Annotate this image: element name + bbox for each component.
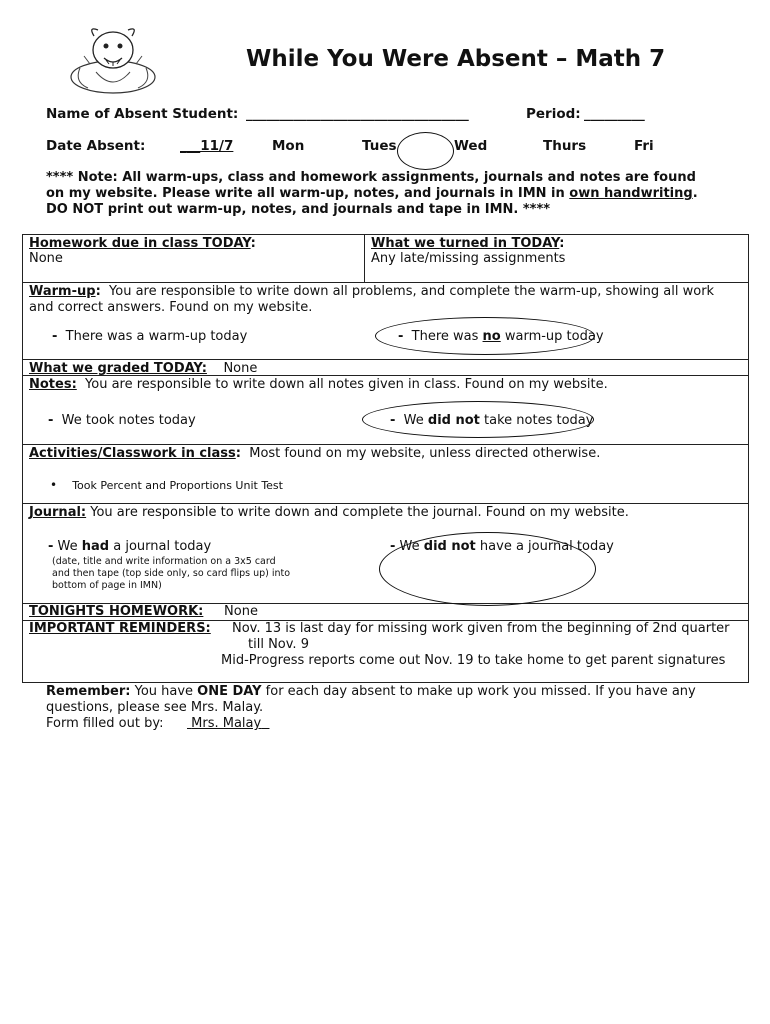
name-blank: _________________________________ xyxy=(246,106,469,122)
tonight-homework-row: TONIGHTS HOMEWORK: None xyxy=(29,604,258,619)
circle-no-notes xyxy=(362,401,594,438)
notes-text: Notes: You are responsible to write down all notes given in class. Found on my website. xyxy=(29,377,608,392)
date-value: ___11/7 xyxy=(180,138,234,154)
period-label: Period: xyxy=(526,106,581,122)
turned-in-label: What we turned in TODAY: xyxy=(371,236,565,251)
name-label: Name of Absent Student: xyxy=(46,106,239,122)
day-mon: Mon xyxy=(272,138,305,154)
reminder-2: Mid-Progress reports come out Nov. 19 to take home to get parent signatures xyxy=(221,653,726,668)
reminder-1b: till Nov. 9 xyxy=(248,637,309,652)
journal-sub-3: bottom of page in IMN) xyxy=(52,580,162,591)
warmup-text-2: and correct answers. Found on my website. xyxy=(29,300,313,315)
journal-text: Journal: You are responsible to write down and complete the journal. Found on my website. xyxy=(29,505,629,520)
form-filled-label: Form filled out by: xyxy=(46,716,164,731)
notes-option-no: - We did not take notes today xyxy=(390,413,594,428)
note-line-3: DO NOT print out warm-up, notes, and journals and tape in IMN. **** xyxy=(46,202,551,217)
date-label: Date Absent: xyxy=(46,138,146,154)
warmup-option-yes: - There was a warm-up today xyxy=(52,329,248,344)
homework-due-value: None xyxy=(29,251,63,266)
activities-text: Activities/Classwork in class: Most found on my website, unless directed otherwise. xyxy=(29,446,601,461)
bulldog-mascot-icon xyxy=(66,22,160,96)
remember-line-1: Remember: You have ONE DAY for each day absent to make up work you missed. If you have any xyxy=(46,684,696,699)
activities-bullet: • Took Percent and Proportions Unit Test xyxy=(50,478,283,492)
journal-option-yes: - We had a journal today xyxy=(48,539,212,554)
note-line-2: on my website. Please write all warm-up, notes, and journals in IMN in own handwriting. xyxy=(46,186,698,201)
page-title: While You Were Absent – Math 7 xyxy=(246,46,666,72)
notes-option-yes: - We took notes today xyxy=(48,413,196,428)
turned-in-value: Any late/missing assignments xyxy=(371,251,566,266)
day-tues: Tues xyxy=(362,138,397,154)
circle-no-journal xyxy=(379,532,596,606)
day-wed: Wed xyxy=(454,138,488,154)
form-filled-value: Mrs. Malay xyxy=(191,716,262,731)
warmup-option-no: - There was no warm-up today xyxy=(398,329,604,344)
day-fri: Fri xyxy=(634,138,654,154)
reminders-label: IMPORTANT REMINDERS: xyxy=(29,621,211,636)
remember-line-2: questions, please see Mrs. Malay. xyxy=(46,700,264,715)
homework-due-label: Homework due in class TODAY: xyxy=(29,236,256,251)
day-thurs: Thurs xyxy=(543,138,587,154)
warmup-text-1: Warm-up: You are responsible to write down all problems, and complete the warm-up, showing all work xyxy=(29,284,715,299)
circle-no-warmup xyxy=(375,317,595,355)
journal-option-no: - We did not have a journal today xyxy=(390,539,614,554)
circle-wed xyxy=(397,132,454,170)
note-line-1: **** Note: All warm-ups, class and homework assignments, journals and notes are found xyxy=(46,170,696,185)
reminder-1a: Nov. 13 is last day for missing work given from the beginning of 2nd quarter xyxy=(232,621,730,636)
journal-sub-2: and then tape (top side only, so card flips up) into xyxy=(52,568,291,579)
journal-sub-1: (date, title and write information on a 3x5 card xyxy=(52,556,276,567)
period-blank: _________ xyxy=(584,106,645,122)
graded-row: What we graded TODAY: None xyxy=(29,361,258,376)
